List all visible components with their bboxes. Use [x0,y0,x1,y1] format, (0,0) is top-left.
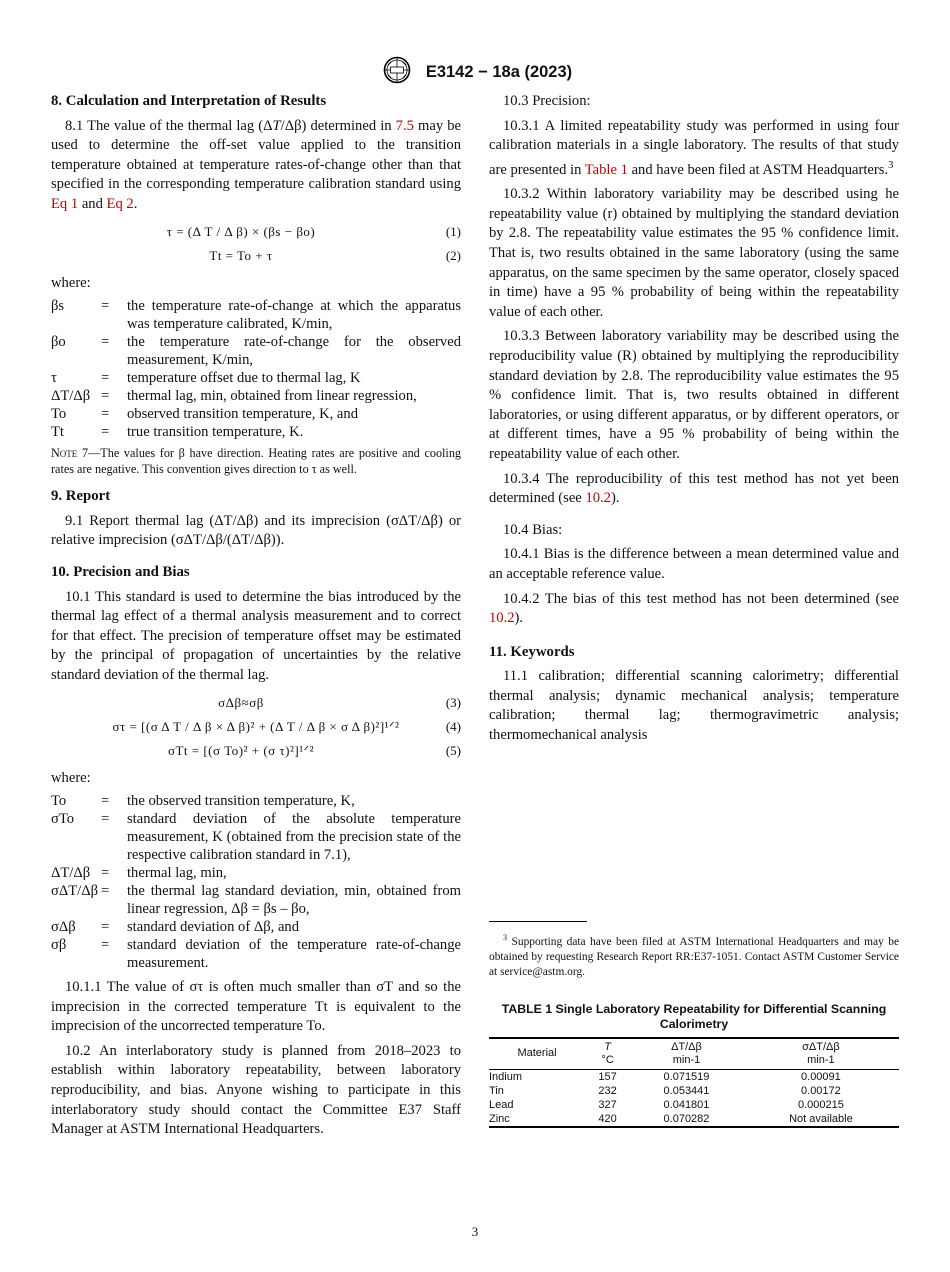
table-cell: 0.071519 [663,1070,710,1083]
table-cell: 327 [598,1098,617,1111]
definition-row [51,792,461,810]
definition-symbol: βs [51,298,65,315]
table-cell: 420 [585,1112,630,1127]
paragraph-10-3-4: 10.3.4 The reproducibility of this test method has not yet been determined (see 10.2). [489,470,899,507]
footnote-divider [489,921,587,922]
table-cell: 0.00091 [801,1070,841,1083]
paragraph-10-4-2: 10.4.2 The bias of this test method has not been determined (see 10.2). [489,590,899,627]
definition-symbol: σΔβ [51,919,76,936]
definition-text: the temperature rate-of-change for the observed measurement, K/min, [127,334,461,369]
definition-equals: = [101,919,110,936]
paragraph-10-1: 10.1 This standard is used to determine the bias introduced by the thermal lag effect of a thermal analysis measurement and to correct for that effect. The precision of temperature offset may be estimated by the principal of propagation of uncertainties by the relative standard deviation of the thermal lag. [51,588,461,683]
table-row [489,1112,899,1127]
section-10-title: 10. Precision and Bias [51,563,190,580]
definition-equals: = [101,334,110,351]
table-cell: 0.070282 [630,1112,743,1127]
definition-row [51,864,461,882]
paragraph-8-1: 8.1 The value of the thermal lag (ΔT/Δβ) determined in 7.5 may be used to determine the off-set value applied to the transition temperature obtained at temperature rates-of-change other than that specified in the corresponding temperature calibration standard using Eq 1 and Eq 2. [51,117,461,212]
definition-symbol: σβ [51,937,67,954]
link-10-2-a[interactable]: 10.2 [585,490,611,507]
where-label-2: where: [51,769,91,786]
right-column [489,92,899,751]
equation-4: στ = [(σ Δ T / Δ β × Δ β)² + (Δ T / Δ β × σ Δ β)²]¹ᐟ² (4) [112,718,461,734]
definition-equals: = [101,424,110,441]
table-row [489,1098,899,1112]
paragraph-10-4: 10.4 Bias: [503,521,563,538]
definition-text: thermal lag, min, obtained from linear regression, [127,388,417,405]
definition-symbol: Tt [51,424,64,441]
table-cell: 0.053441 [663,1084,710,1097]
table-cell: Indium [489,1070,523,1083]
astm-logo-icon [378,56,416,89]
table-cell: 0.041801 [663,1098,710,1111]
definition-equals: = [101,388,110,405]
table-header-cell: σΔT/Δβ min-1 [743,1038,899,1070]
definition-row [51,423,461,441]
definition-text: standard deviation of Δβ, and [127,919,300,936]
definition-symbol: ΔT/Δβ [51,388,91,405]
table-1-caption: TABLE 1 Single Laboratory Repeatability for Differential Scanning Calorimetry [501,1001,887,1031]
equation-1: τ = (Δ T / Δ β) × (βs − βo) (1) [166,223,461,239]
definition-symbol: To [51,406,67,423]
definition-equals: = [101,370,110,387]
definition-text: the observed transition temperature, K, [127,793,355,810]
table-cell: Lead [489,1098,514,1111]
footnote-ref-3: 3 [888,159,894,171]
definition-symbol: ΔT/Δβ [51,865,91,882]
table-header-cell: Material [489,1038,585,1070]
definition-text: the temperature rate-of-change at which the apparatus was temperature calibrated, K/min, [127,298,461,333]
link-10-2-b[interactable]: 10.2 [489,610,515,627]
table-cell: 0.00172 [801,1084,841,1097]
table-cell: Zinc [489,1112,585,1127]
definition-row [51,387,461,405]
table-1 [489,1037,899,1128]
definition-text: thermal lag, min, [127,865,227,882]
definition-equals: = [101,406,110,423]
definition-symbol: σTo [51,811,75,828]
paragraph-10-3: 10.3 Precision: [503,93,591,109]
definition-row [51,333,461,369]
definition-text: standard deviation of the absolute temperature measurement, K (obtained from the precision state of the respective calibration standard in 7.1), [127,811,461,864]
table-header-cell: T °C [585,1038,630,1070]
definitions-list-2 [51,792,461,972]
table-row [489,1084,899,1098]
paragraph-10-3-3: 10.3.3 Between laboratory variability may be described using the reproducibility value (R) obtained by multiplying the reproducibility standard deviation by 2.8. The reproducibility value estimates the 95 % confidence limit. That is, two results obtained in different laboratories, or using different apparatus, or by different operators, or at different times, have a 95 % probability of being within the repeatability value of each other. [489,328,899,462]
paragraph-9-1: 9.1 Report thermal lag (ΔT/Δβ) and its imprecision (σΔT/Δβ) or relative imprecision (σΔT/Δβ/(ΔT/Δβ)). [51,512,461,549]
definition-text: true transition temperature, K. [127,424,304,441]
definition-row [51,369,461,387]
definition-symbol: βo [51,334,66,351]
equation-5: σTt = [(σ To)² + (σ τ)²]¹ᐟ² (5) [167,742,461,758]
definition-text: standard deviation of the temperature rate-of-change measurement. [127,937,461,972]
left-column [51,92,461,1145]
link-table-1[interactable]: Table 1 [584,161,628,178]
definition-row [51,405,461,423]
definition-equals: = [101,298,110,315]
where-label-1: where: [51,274,91,291]
definition-text: observed transition temperature, K, and [127,406,358,423]
definition-row [51,936,461,972]
definition-equals: = [101,811,110,828]
table-row [489,1069,899,1084]
definition-row [51,882,461,918]
table-cell: 157 [598,1070,617,1083]
page-number: 3 [471,1224,479,1239]
section-11-title: 11. Keywords [489,643,575,660]
note-7: Note 7—The values for β have direction. Heating rates are positive and cooling rates are negative. This convention gives direction to τ as well. [51,446,462,477]
link-7-5[interactable]: 7.5 [395,117,414,134]
definition-symbol: σΔT/Δβ [51,883,99,900]
document-designation: E3142 − 18a (2023) [425,63,573,81]
table-header-cell: ΔT/Δβ min-1 [630,1038,743,1070]
definition-equals: = [101,793,110,810]
definitions-list-1 [51,297,461,441]
definition-row [51,918,461,936]
definition-row [51,810,461,864]
link-eq-2[interactable]: Eq 2 [106,195,134,212]
section-9-title: 9. Report [51,488,111,505]
table-cell: Tin [489,1084,504,1097]
equation-3: σΔβ≈σβ (3) [218,694,461,710]
paragraph-11-1: 11.1 calibration; differential scanning calorimetry; differential thermal analysis; dynamic mechanical analysis; temperature calibration; thermal lag; thermogravimetric analysis; thermomechanical analysis [489,668,899,744]
footnote-3: $^3$ Supporting data have been filed at ASTM International Headquarters and may be obtained by requesting Research Report RR:E37-1051. Contact ASTM Customer Service at service@astm.org. [489,933,899,978]
definition-equals: = [101,865,110,882]
paragraph-10-3-2: 10.3.2 Within laboratory variability may be described using he repeatability value (r) obtained by multiplying the standard deviation by 2.8. The repeatability value estimates the 95 % confidence limit. That is, two results obtained in the same laboratory (using the same apparatus, on the same specimen by the same operator, closely spaced in time) have a 95 % probability of being within the repeatability value of each other. [489,186,899,320]
paragraph-10-2: 10.2 An interlaboratory study is planned from 2018–2023 to establish within laboratory repeatability, between laboratory reproducibility, and bias. Anyone wishing to participate in this interlaboratory study should contact the Committee E37 Staff Manager at ASTM International Headquarters. [51,1042,461,1138]
link-eq-1[interactable]: Eq 1 [51,195,79,212]
right-column-bottom [489,921,899,1128]
table-cell: 232 [598,1084,617,1097]
definition-symbol: τ [51,370,57,387]
definition-equals: = [101,883,110,900]
definition-symbol: To [51,793,67,810]
paragraph-10-1-1: 10.1.1 The value of στ is often much smaller than σT and so the imprecision in the corrected temperature Tt is equivalent to the imprecision of the uncorrected temperature To. [51,979,461,1035]
paragraph-10-4-1: 10.4.1 Bias is the difference between a mean determined value and an acceptable reference value. [489,546,899,582]
section-8-title: 8. Calculation and Interpretation of Results [51,93,327,109]
definition-text: the thermal lag standard deviation, min, obtained from linear regression, Δβ = βs – βo, [127,883,461,918]
definition-text: temperature offset due to thermal lag, K [127,370,361,387]
page-header [0,56,950,89]
equation-2: Tt = To + τ (2) [209,247,461,263]
table-cell: 0.000215 [797,1098,844,1111]
definition-row [51,297,461,333]
paragraph-10-3-1: 10.3.1 A limited repeatability study was performed in using four calibration materials in a single laboratory. The results of that study are presented in Table 1 and have been filed at ASTM Headquarters.$^3$ [489,117,899,178]
definition-equals: = [101,937,110,954]
table-cell: Not available [743,1112,899,1127]
